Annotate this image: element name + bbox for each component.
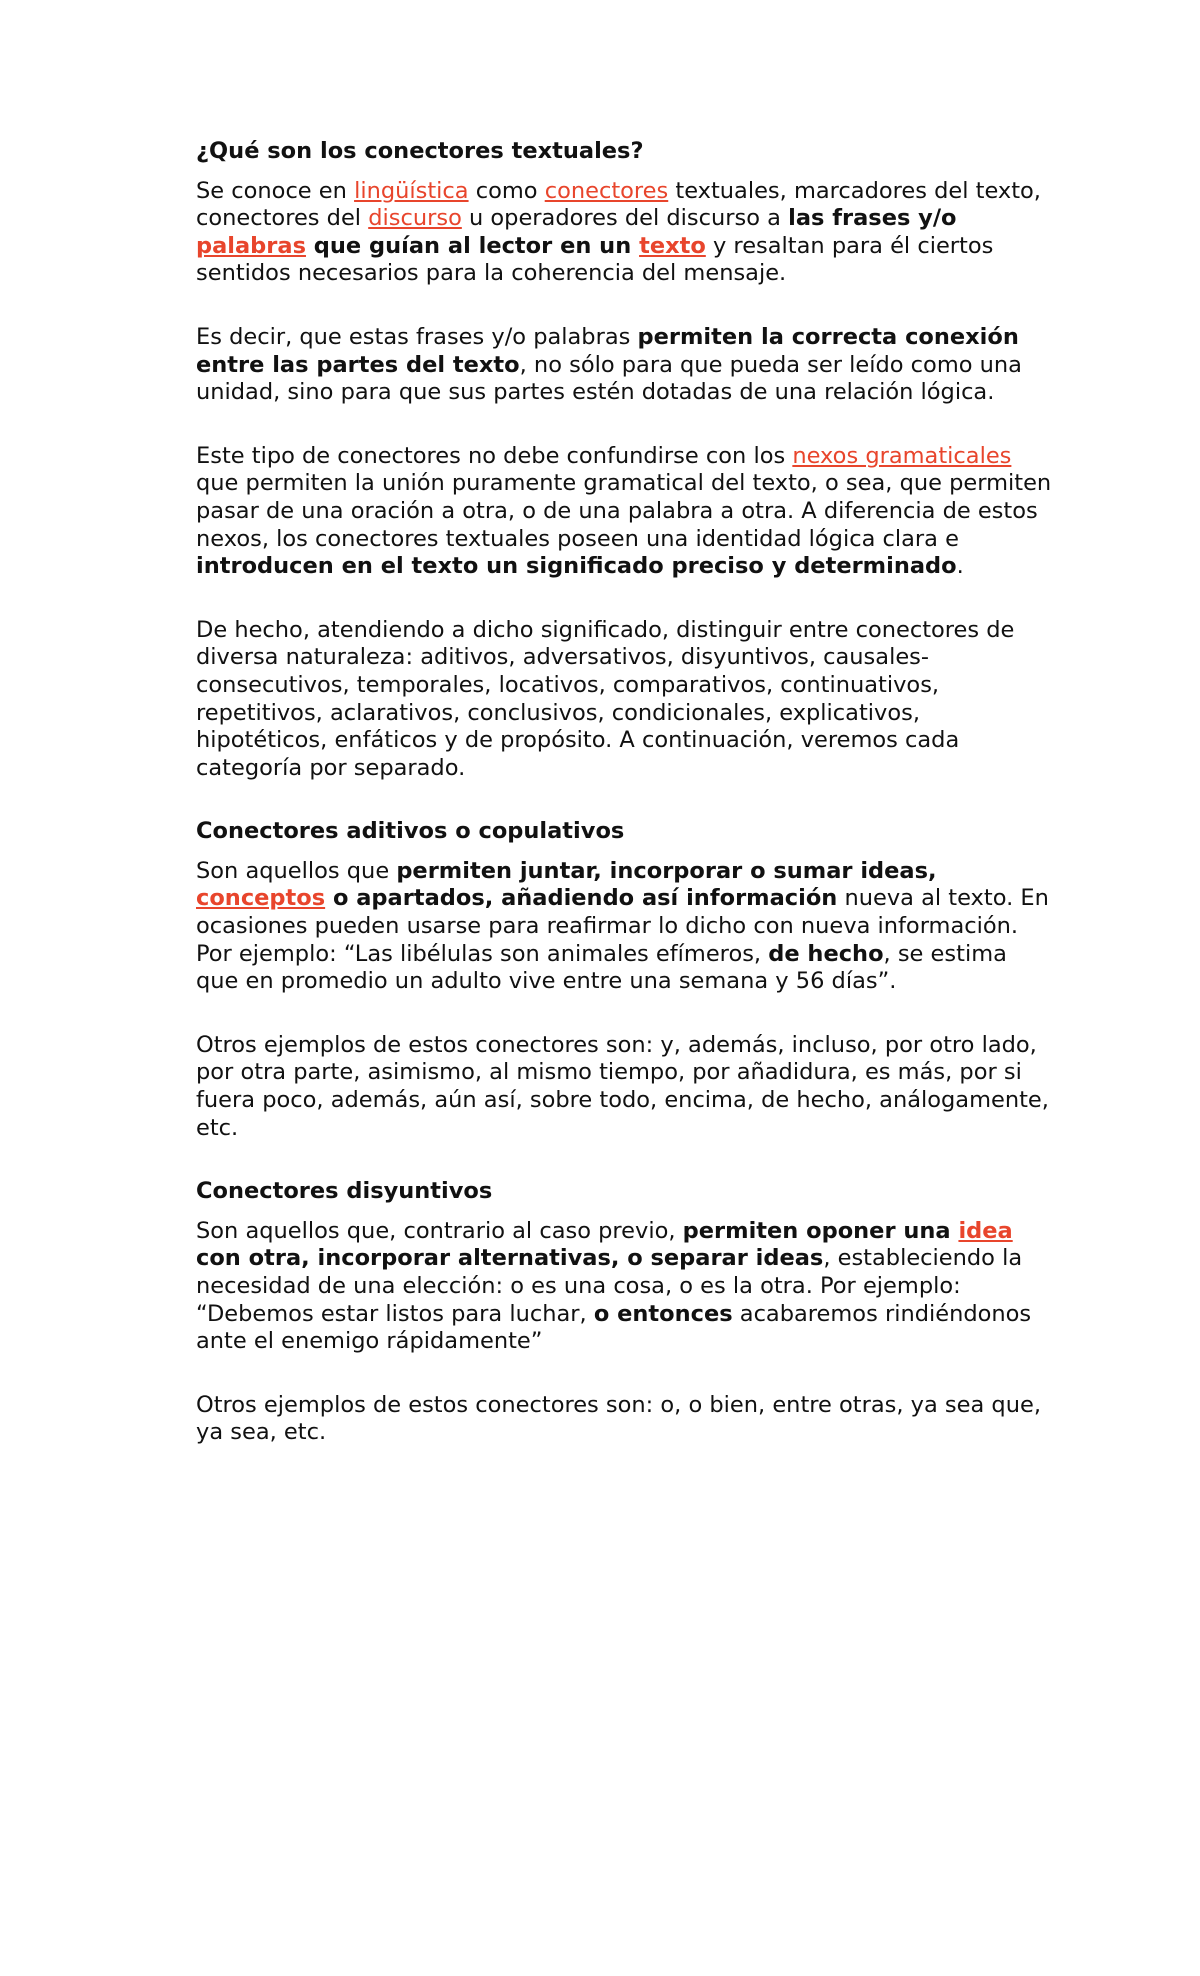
text: De hecho, atendiendo a dicho significado, distinguir entre conectores de diversa naturaleza: aditivos, adversativos, disyuntivos, causales-consecutivos, temporales, locativos, comparativos, continuativos, repetitivos, aclarativos, conclusivos, condicionales, explicativos, hipotéticos, enfáticos y de propósito. A continuación, veremos cada categoría por separado. (196, 616, 1015, 781)
article (196, 138, 1052, 1483)
text: , no sólo para que pueda ser leído como una unidad, sino para que sus partes estén dotadas de una relación lógica. (196, 351, 1022, 406)
text: Otros ejemplos de estos conectores son: y, además, incluso, por otro lado, por otra parte, asimismo, al mismo tiempo, por añadidura, es más, por si fuera poco, además, aún así, sobre todo, encima, de hecho, análogamente, etc. (196, 1031, 1049, 1141)
text: , estableciendo la necesidad de una elección: o es una cosa, o es la otra. Por ejemplo: “Debemos estar listos para luchar, (196, 1245, 1023, 1327)
section-heading-disyuntivos: Conectores disyuntivos (196, 1178, 493, 1205)
section-heading-aditivos: Conectores aditivos o copulativos (196, 818, 625, 845)
link-discurso[interactable]: discurso (368, 205, 462, 232)
bold-text: permiten la correcta conexión entre las partes del texto (196, 323, 1019, 378)
paragraph-disyuntivos-examples (196, 1392, 1052, 1447)
text: Se conoce en (196, 177, 355, 204)
text: . (956, 553, 964, 580)
bold-text: que guían al lector en un (305, 232, 640, 259)
paragraph-intro (196, 178, 1052, 288)
text: Es decir, que estas frases y/o palabras (196, 323, 638, 350)
bold-text: introducen en el texto un significado preciso y determinado (196, 553, 957, 580)
text: Son aquellos que, contrario al caso previo, (196, 1217, 683, 1244)
text: Otros ejemplos de estos conectores son: o, o bien, entre otras, ya sea que, ya sea, etc. (196, 1391, 1041, 1446)
page-title: ¿Qué son los conectores textuales? (196, 138, 644, 164)
paragraph-disyuntivos (196, 1218, 1052, 1356)
text: nueva al texto. En ocasiones pueden usarse para reafirmar lo dicho con nueva información. Por ejemplo: “Las libélulas son animales efímeros, (196, 885, 1049, 967)
bold-text: o apartados, añadiendo así información (325, 885, 838, 912)
bold-text: las frases y/o (788, 205, 957, 232)
text: u operadores del discurso a (461, 205, 789, 232)
text: Este tipo de conectores no debe confundirse con los (196, 442, 793, 469)
paragraph-aditivos-examples (196, 1032, 1052, 1142)
bold-text: permiten oponer una (682, 1217, 959, 1244)
bold-text: con otra, incorporar alternativas, o separar ideas (196, 1245, 824, 1272)
link-nexos-gramaticales[interactable]: nexos gramaticales (792, 442, 1012, 469)
text: textuales, marcadores del texto, conectores del (196, 177, 1041, 232)
bold-text: de hecho (768, 940, 884, 967)
link-palabras[interactable]: palabras (196, 232, 306, 259)
bold-text: o entonces (593, 1300, 733, 1327)
text: acabaremos rindiéndonos ante el enemigo rápidamente” (196, 1300, 1032, 1355)
text: como (468, 177, 545, 204)
link-texto[interactable]: texto (639, 232, 706, 259)
paragraph-aditivos (196, 858, 1052, 996)
link-linguistica[interactable]: lingüística (354, 177, 469, 204)
paragraph-definition (196, 324, 1052, 407)
text: que permiten la unión puramente gramatical del texto, o sea, que permiten pasar de una oración a otra, o de una palabra a otra. A diferencia de estos nexos, los conectores textuales poseen una identidad lógica clara e (196, 470, 1052, 552)
link-idea[interactable]: idea (958, 1217, 1013, 1244)
paragraph-types (196, 617, 1052, 783)
text: y resaltan para él ciertos sentidos necesarios para la coherencia del mensaje. (196, 232, 994, 287)
paragraph-nexos (196, 443, 1052, 581)
link-conceptos[interactable]: conceptos (196, 885, 326, 912)
text: Son aquellos que (196, 857, 397, 884)
link-conectores[interactable]: conectores (544, 177, 669, 204)
bold-text: permiten juntar, incorporar o sumar ideas, (396, 857, 937, 884)
text: , se estima que en promedio un adulto vive entre una semana y 56 días”. (196, 940, 1007, 995)
